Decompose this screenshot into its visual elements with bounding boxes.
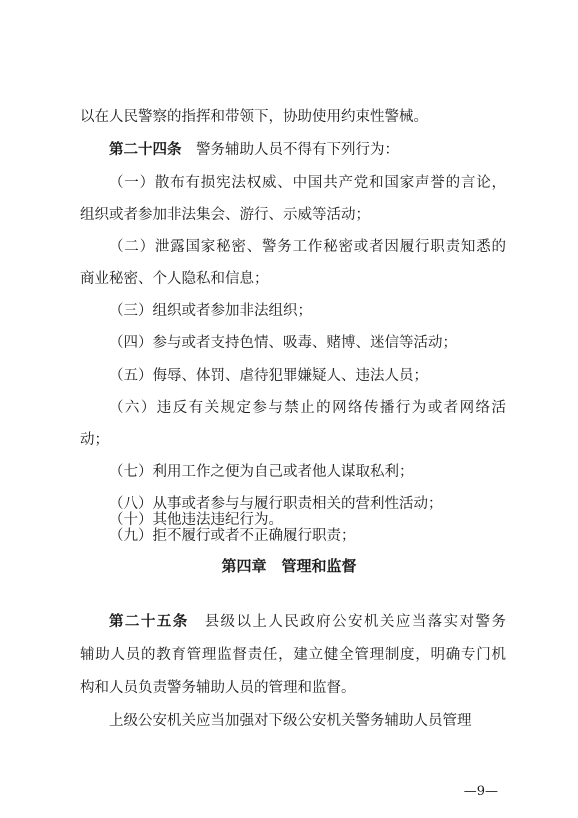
text-line <box>109 462 506 482</box>
chapter-heading: 第四章 管理和监督 <box>221 557 357 575</box>
text-line <box>80 269 506 289</box>
line-text: （十）其他违法违纪行为。 <box>109 512 283 528</box>
line-text: （三）组织或者参加非法组织； <box>109 303 312 319</box>
text-line <box>80 107 506 127</box>
text-line <box>109 301 506 321</box>
text-line <box>109 711 506 731</box>
line-text: 县级以上人民政府公安机关应当落实对警务 <box>188 614 506 630</box>
line-text: 警务辅助人员不得有下列行为： <box>181 142 399 158</box>
line-text: （六）违反有关规定参与禁止的网络传播行为或者网络活 <box>109 400 506 416</box>
text-line <box>80 430 506 450</box>
line-text: （七）利用工作之便为自己或者他人谋取私利； <box>109 464 414 480</box>
line-text: 构和人员负责警务辅助人员的管理和监督。 <box>80 680 356 696</box>
line-text: 商业秘密、个人隐私和信息； <box>80 271 269 287</box>
page-number: —9— <box>463 784 498 799</box>
line-text: 上级公安机关应当加强对下级公安机关警务辅助人员管理 <box>109 713 472 729</box>
text-line <box>80 678 506 698</box>
text-line <box>109 237 506 257</box>
line-text: （五）侮辱、体罚、虐待犯罪嫌疑人、违法人员； <box>109 368 428 384</box>
text-line <box>109 140 506 160</box>
line-text: （八）从事或者参与与履行职责相关的营利性活动； <box>109 496 443 512</box>
line-text: （四）参与或者支持色情、吸毒、赌博、迷信等活动； <box>109 335 457 351</box>
text-line <box>109 510 506 530</box>
text-line <box>109 398 506 418</box>
text-line <box>109 173 506 193</box>
text-line <box>109 366 506 386</box>
line-text: 动； <box>80 432 109 448</box>
line-text: （一）散布有损宪法权威、中国共产党和国家声誉的言论， <box>109 175 506 191</box>
article-number: 第二十四条 <box>109 142 182 158</box>
line-text: 组织或者参加非法集会、游行、示威等活动； <box>80 207 370 223</box>
line-text: （二）泄露国家秘密、警务工作秘密或者因履行职责知悉的 <box>109 239 506 255</box>
line-text: 辅助人员的教育管理监督责任，建立健全管理制度，明确专门机 <box>80 647 506 663</box>
text-line <box>109 612 506 632</box>
text-line <box>80 645 506 665</box>
article-number: 第二十五条 <box>109 614 189 630</box>
line-text: 以在人民警察的指挥和带领下，协助使用约束性警械。 <box>80 109 428 125</box>
line-text: （九）拒不履行或者不正确履行职责； <box>109 528 356 544</box>
text-line <box>109 333 506 353</box>
text-line <box>80 205 506 225</box>
